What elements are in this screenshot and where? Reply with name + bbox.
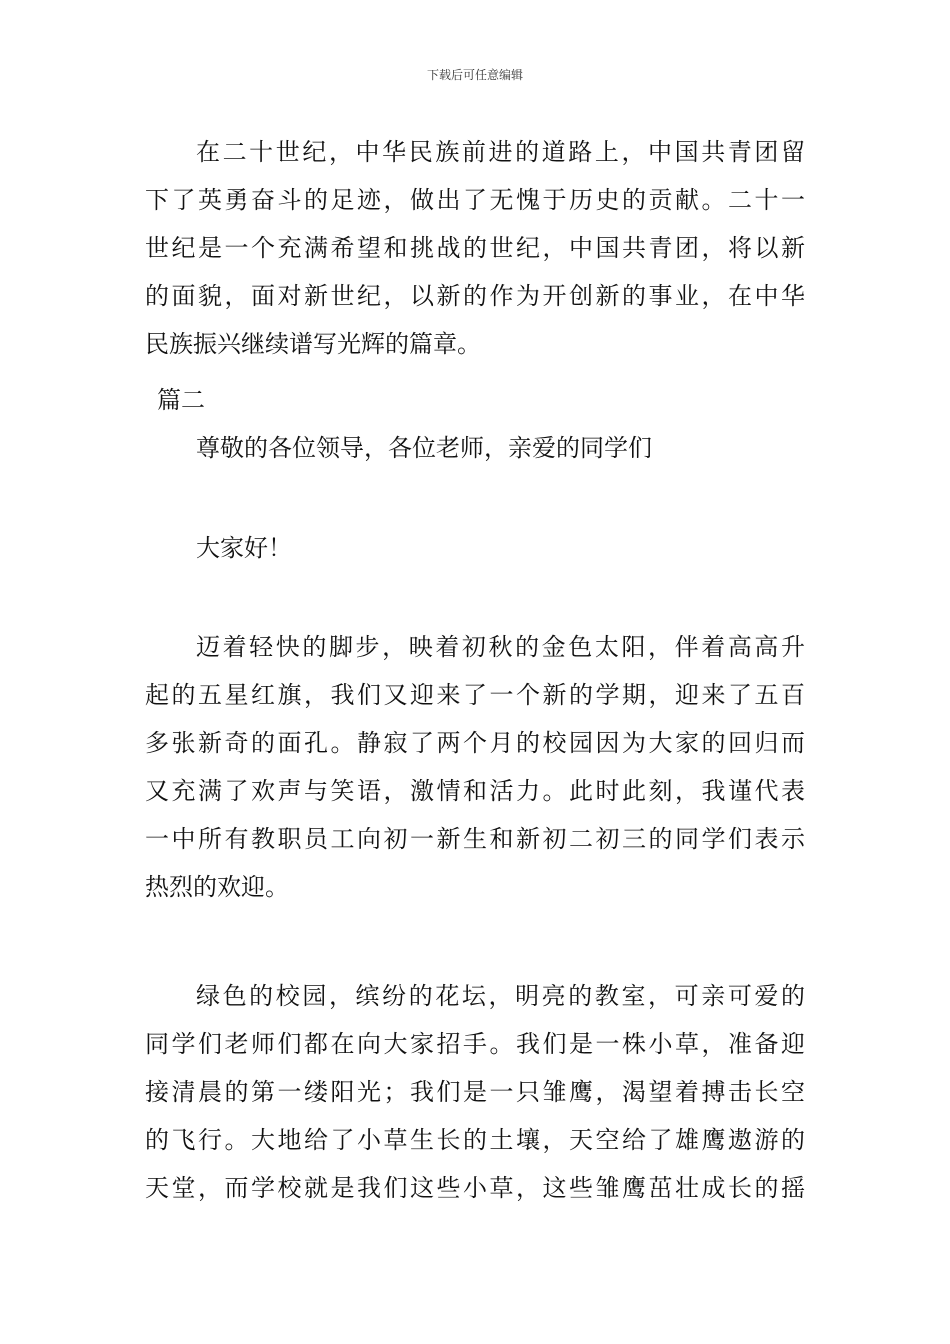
page-header: 下载后可任意编辑 bbox=[426, 68, 523, 82]
paragraph-line: 在二十世纪，中华民族前进的道路上，中国共青团留 bbox=[196, 138, 805, 166]
salutation-text: 尊敬的各位领导，各位老师，亲爱的同学们 bbox=[196, 434, 652, 462]
paragraph-1 bbox=[145, 128, 805, 368]
paragraph-line: 绿色的校园，缤纷的花坛，明亮的教室，可亲可爱的 bbox=[196, 982, 805, 1010]
section-heading bbox=[145, 376, 805, 424]
paragraph-line: 同学们老师们都在向大家招手。我们是一株小草，准备迎 bbox=[145, 1030, 805, 1058]
paragraph-line: 迈着轻快的脚步，映着初秋的金色太阳，伴着高高升 bbox=[196, 633, 805, 661]
paragraph-line: 多张新奇的面孔。静寂了两个月的校园因为大家的回归而 bbox=[145, 729, 805, 757]
paragraph-2 bbox=[145, 623, 805, 911]
paragraph-line: 下了英勇奋斗的足迹，做出了无愧于历史的贡献。二十一 bbox=[145, 186, 805, 214]
paragraph-line: 又充满了欢声与笑语，激情和活力。此时此刻，我谨代表 bbox=[145, 777, 805, 805]
paragraph-line: 一中所有教职员工向初一新生和新初二初三的同学们表示 bbox=[145, 825, 805, 853]
paragraph-line: 世纪是一个充满希望和挑战的世纪，中国共青团，将以新 bbox=[145, 234, 805, 262]
paragraph-line: 接清晨的第一缕阳光；我们是一只雏鹰，渴望着搏击长空 bbox=[145, 1078, 805, 1106]
greeting-text: 大家好！ bbox=[196, 534, 292, 562]
paragraph-line: 天堂，而学校就是我们这些小草，这些雏鹰茁壮成长的摇 bbox=[145, 1174, 805, 1202]
salutation bbox=[145, 424, 805, 472]
paragraph-line: 的面貌，面对新世纪，以新的作为开创新的事业，在中华 bbox=[145, 282, 805, 310]
paragraph-line: 热烈的欢迎。 bbox=[145, 873, 289, 901]
paragraph-line: 的飞行。大地给了小草生长的土壤，天空给了雄鹰遨游的 bbox=[145, 1126, 805, 1154]
paragraph-line: 起的五星红旗，我们又迎来了一个新的学期，迎来了五百 bbox=[145, 681, 805, 709]
section-heading-text: 篇二 bbox=[157, 386, 205, 414]
paragraph-line: 民族振兴继续谱写光辉的篇章。 bbox=[145, 330, 481, 358]
paragraph-3 bbox=[145, 972, 805, 1212]
greeting bbox=[145, 524, 805, 572]
